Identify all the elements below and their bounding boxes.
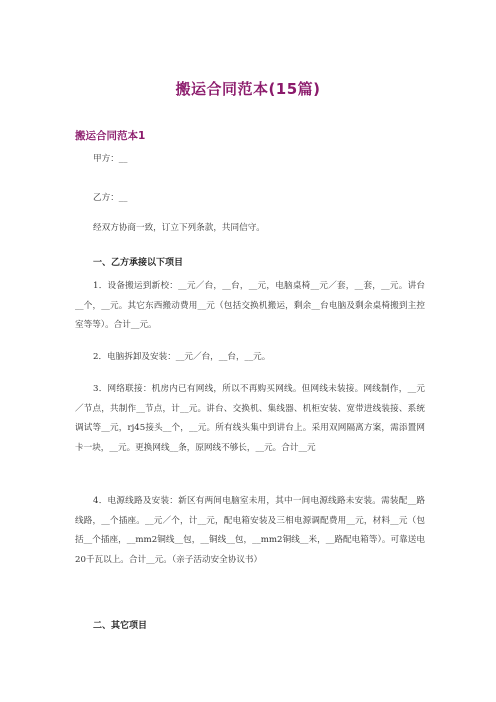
intro-paragraph: 经双方协商一致，订立下列条款，共同信守。	[93, 223, 265, 233]
clause-3-network: 3．网络联接：机房内已有网线，所以不再购买网线。但网线未装接。网线制作，__元／节点，共制作__节点，计__元。讲台、交换机、集线器、机柜安装、宽带进线装接、系统调试等__元，rj45接头__个，__元。所有线头集中到讲台上。采用双网隔离方案，需添置网卡一块，__元。更换网线__条，原网线不够长，__元。合计__元	[75, 384, 425, 453]
heading-other-items: 二、其它项目	[93, 621, 148, 631]
clause-1-equipment-moving: 1．设备搬运到新校：__元／台，__台，__元，电脑桌椅__元／套，__套，__元。讲台__个，__元。其它东西搬动费用__元（包括交换机搬运，剩余__台电脑及剩余桌椅搬到主控室等等）。合计__元。	[75, 281, 425, 330]
document-title: 搬运合同范本(15篇)	[175, 80, 321, 98]
party-a-line: 甲方：__	[93, 154, 128, 164]
clause-4-power-lines: 4．电源线路及安装：新区有两间电脑室未用，其中一间电源线路未安装。需装配__路线路，__个插座。__元／个，计__元，配电箱安装及三相电源调配费用__元，材料__元（包括__个插座，__mm2铜线__包，__铜线__包，__mm2铜线__米，__路配电箱等）。可靠送电20千瓦以上。合计__元。（亲子活动安全协议书）	[75, 496, 425, 565]
clause-2-computer-install: 2．电脑拆卸及安装：__元／台，__台，__元。	[93, 352, 271, 362]
party-b-line: 乙方：__	[93, 193, 128, 203]
section-title: 搬运合同范本1	[75, 130, 146, 142]
heading-contract-items: 一、乙方承接以下项目	[93, 258, 184, 268]
